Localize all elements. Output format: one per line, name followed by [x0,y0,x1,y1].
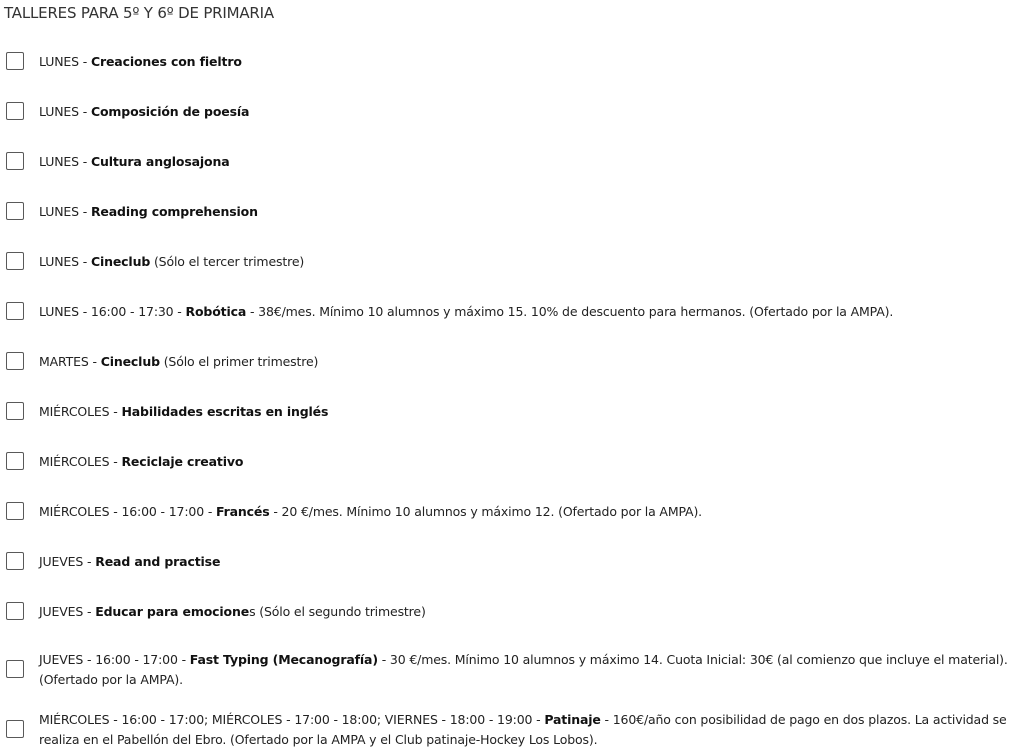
workshop-option[interactable] [0,352,1015,372]
workshop-name: Cineclub [100,354,160,369]
workshop-checkbox[interactable] [6,452,24,470]
workshop-name: Composición de poesía [90,104,250,119]
workshop-name: Patinaje [544,712,601,727]
workshop-schedule: MIÉRCOLES - [39,404,122,419]
workshop-schedule: LUNES - [39,54,91,69]
workshop-name: Creaciones con fieltro [90,54,242,69]
workshop-option[interactable] [0,452,1015,472]
workshop-label [39,152,1011,172]
workshop-label [39,402,1011,422]
workshop-details: (Sólo el primer trimestre) [159,354,319,369]
workshop-label [39,452,1011,472]
workshop-label [39,710,1011,750]
workshop-checkbox[interactable] [6,502,24,520]
workshop-checkbox[interactable] [6,252,24,270]
workshop-checkbox[interactable] [6,202,24,220]
workshop-details: - 160€/año con posibilidad de pago en dos plazos. La actividad se realiza en el Pabellón del Ebro. (Ofertado por la AMPA y el Club patinaje-Hockey Los Lobos). [39,712,1007,747]
workshop-checkbox[interactable] [6,52,24,70]
workshop-schedule: JUEVES - [39,604,96,619]
workshop-details: - 38€/mes. Mínimo 10 alumnos y máximo 15. 10% de descuento para hermanos. (Ofertado por la AMPA). [246,304,894,319]
workshop-details: (Sólo el tercer trimestre) [150,254,305,269]
workshop-name: Fast Typing (Mecanografía) [189,652,378,667]
workshop-name: Cineclub [90,254,151,269]
workshop-label [39,552,1011,572]
workshop-name: Robótica [185,304,247,319]
workshop-schedule: MIÉRCOLES - 16:00 - 17:00 - [39,504,217,519]
page-title: TALLERES PARA 5º Y 6º DE PRIMARIA [4,4,274,22]
workshop-name: Reciclaje creativo [121,454,244,469]
workshop-checkbox[interactable] [6,552,24,570]
workshop-option[interactable] [0,102,1015,122]
workshop-label [39,602,1011,622]
workshop-label [39,102,1011,122]
workshop-option[interactable] [0,302,1015,322]
workshop-schedule: LUNES - 16:00 - 17:30 - [39,304,186,319]
workshop-option[interactable] [0,552,1015,572]
workshop-label [39,52,1011,72]
workshop-schedule: LUNES - [39,104,91,119]
workshop-name: Read and practise [95,554,221,569]
workshop-schedule: LUNES - [39,204,91,219]
workshop-schedule: LUNES - [39,254,91,269]
workshop-checkbox[interactable] [6,102,24,120]
workshop-checkbox[interactable] [6,352,24,370]
workshop-option[interactable] [0,602,1015,622]
workshop-name: Educar para emocione [95,604,250,619]
workshop-label [39,302,1011,322]
workshop-schedule: JUEVES - 16:00 - 17:00 - [39,652,190,667]
workshop-name: Francés [216,504,270,519]
workshop-checkbox[interactable] [6,720,24,738]
workshop-name: Habilidades escritas en inglés [121,404,329,419]
workshop-option[interactable] [0,152,1015,172]
workshop-checkbox[interactable] [6,402,24,420]
workshop-option[interactable] [0,710,1015,750]
workshop-checkbox[interactable] [6,302,24,320]
workshop-option[interactable] [0,252,1015,272]
workshop-option[interactable] [0,402,1015,422]
workshop-label [39,502,1011,522]
workshop-option[interactable] [0,202,1015,222]
workshop-schedule: MARTES - [39,354,101,369]
workshop-option[interactable] [0,502,1015,522]
workshop-label [39,650,1011,690]
workshop-checkbox[interactable] [6,602,24,620]
workshop-checkbox[interactable] [6,152,24,170]
workshop-details: s (Sólo el segundo trimestre) [249,604,426,619]
workshop-name: Cultura anglosajona [90,154,230,169]
workshop-checkbox[interactable] [6,660,24,678]
workshop-option[interactable] [0,650,1015,690]
workshop-schedule: JUEVES - [39,554,96,569]
workshop-schedule: LUNES - [39,154,91,169]
workshop-schedule: MIÉRCOLES - [39,454,122,469]
workshop-option[interactable] [0,52,1015,72]
workshop-label [39,352,1011,372]
workshop-details: - 30 €/mes. Mínimo 10 alumnos y máximo 14. Cuota Inicial: 30€ (al comienzo que incluye el material). (Ofertado por la AMPA). [39,652,1008,687]
workshop-name: Reading comprehension [90,204,258,219]
workshop-schedule: MIÉRCOLES - 16:00 - 17:00; MIÉRCOLES - 17:00 - 18:00; VIERNES - 18:00 - 19:00 - [39,712,545,727]
workshop-details: - 20 €/mes. Mínimo 10 alumnos y máximo 12. (Ofertado por la AMPA). [269,504,702,519]
workshop-label [39,202,1011,222]
workshop-label [39,252,1011,272]
